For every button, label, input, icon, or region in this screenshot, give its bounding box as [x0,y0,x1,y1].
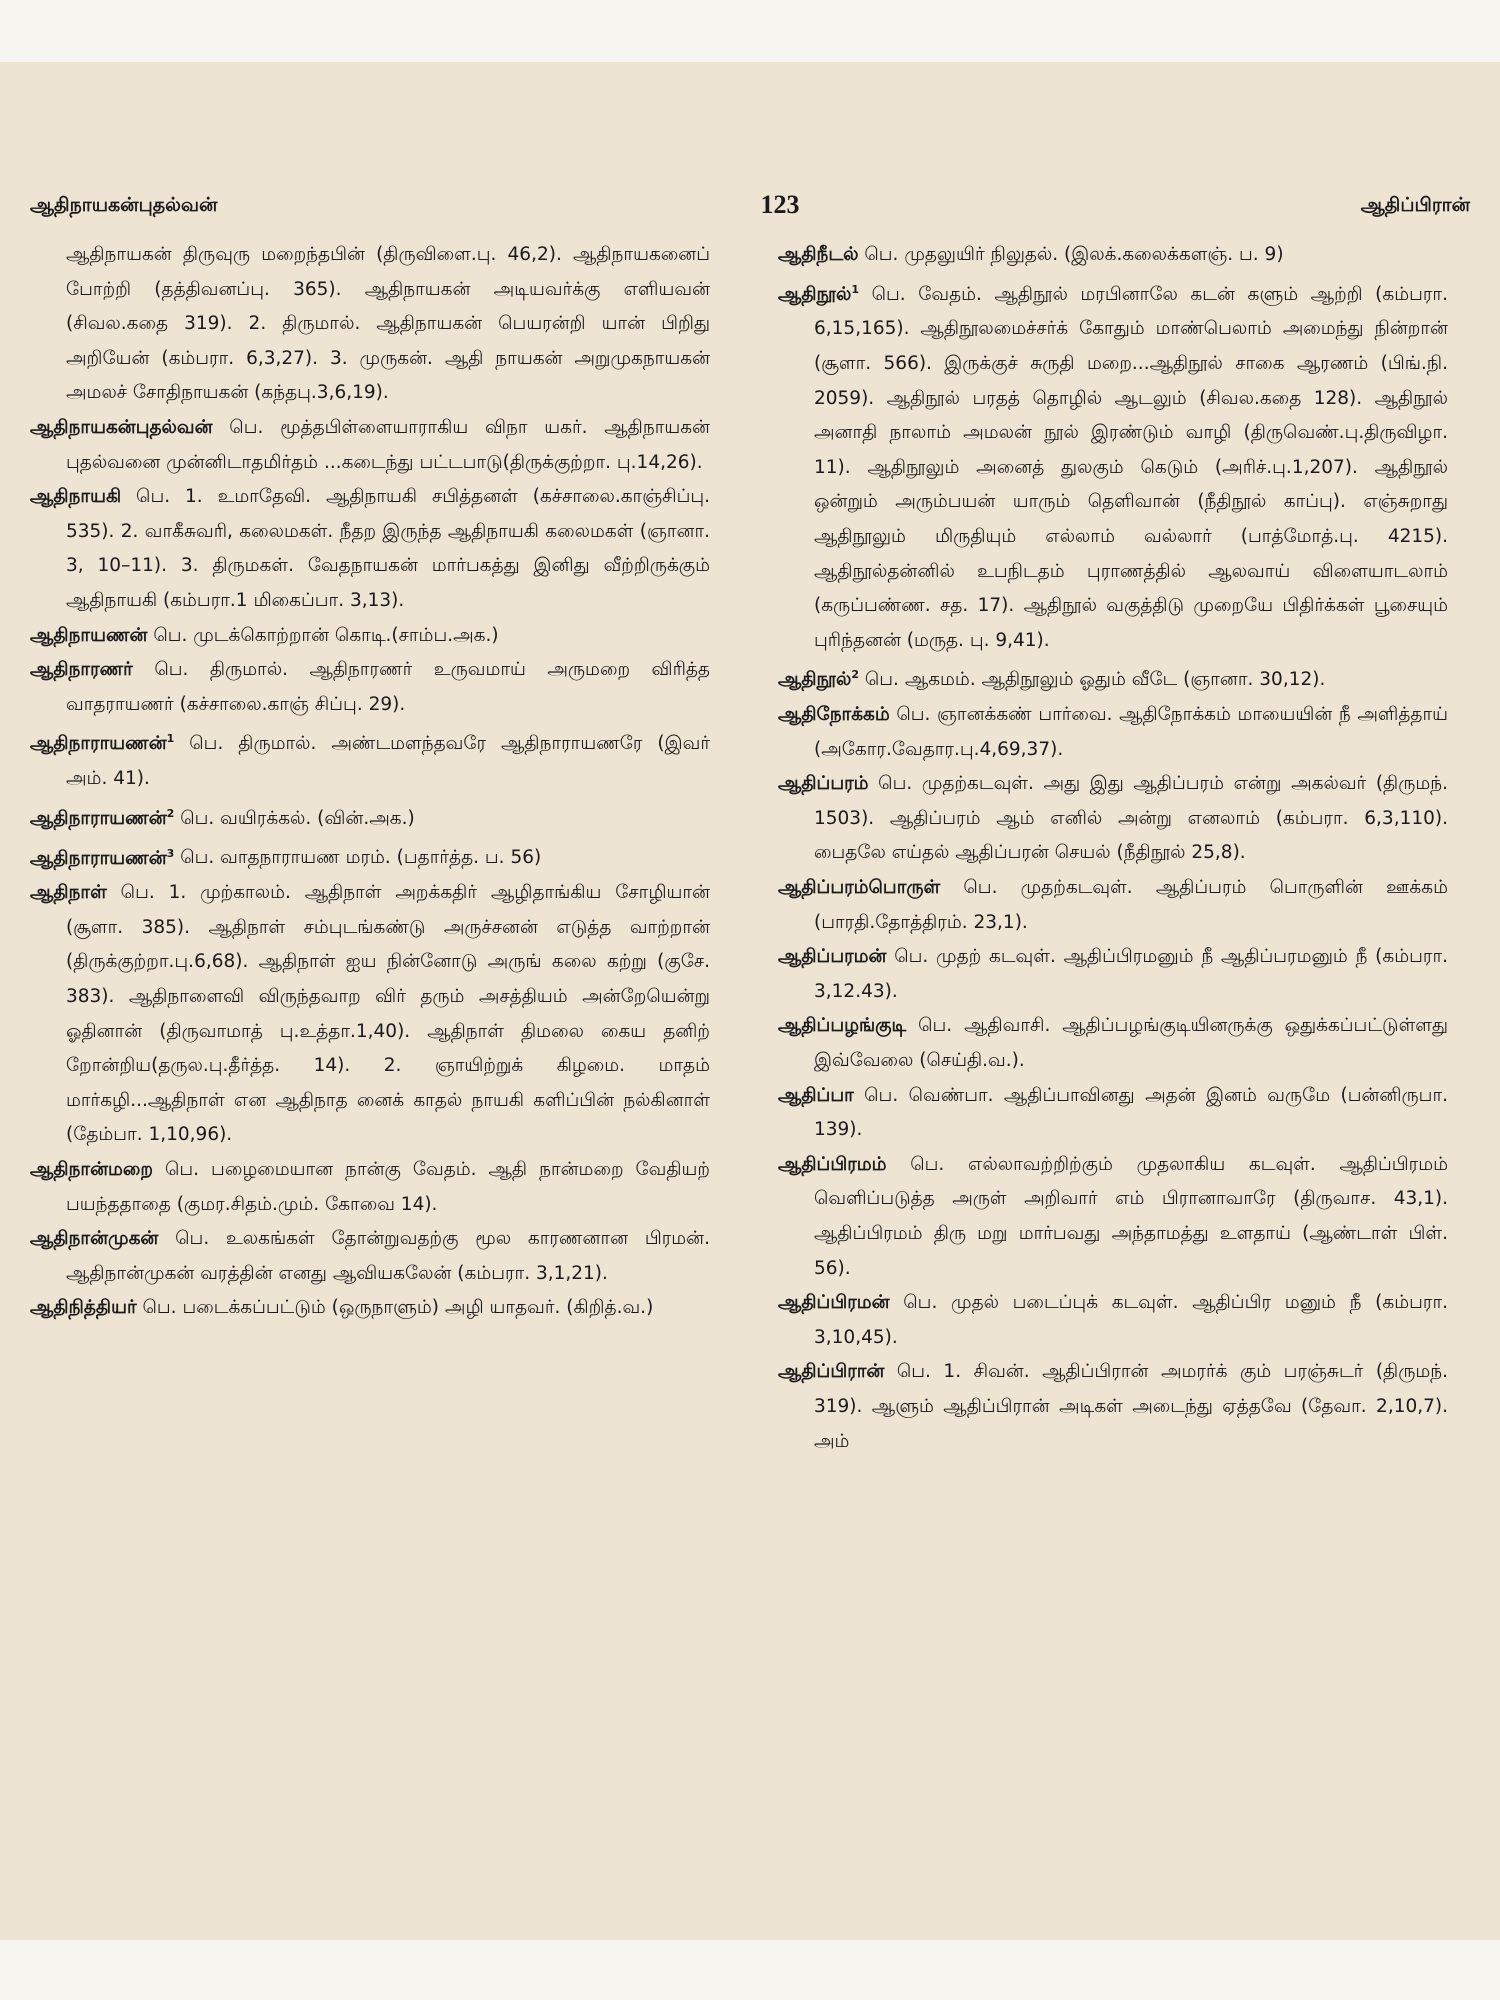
dictionary-entry [778,698,1448,767]
dictionary-entry [30,836,710,876]
dictionary-entry [30,653,710,722]
entry-definition: பெ. வேதம். ஆதிநூல் மரபினாலே கடன் களும் ஆற்றி (கம்பரா. 6,15,165). ஆதிநூலமைச்சர்க் கோதும் மாண்பெலாம் அமைந்து நின்றான் (சூளா. 566). இருக்குச் சுருதி மறை...ஆதிநூல் சாகை ஆரணம் (பிங்.நி. 2059). ஆதிநூல் பரதத் தொழில் ஆடலும் (சிவல.கதை 128). ஆதிநூல் அனாதி நாலாம் அமலன் நூல் இரண்டும் வாழி (திருவெண்.பு.திருவிழா. 11). ஆதிநூலும் அனைத் துலகும் கெடும் (அரிச்.பு.1,207). ஆதிநூல் ஒன்றும் அரும்பயன் யாரும் தெளிவான் (நீதிநூல் காப்பு). எஞ்சுறாது ஆதிநூலும் மிருதியும் எல்லாம் வல்லார் (பாத்மோத்.பு. 4215). ஆதிநூல்தன்னில் உபநிடதம் புராணத்தில் ஆலவாய் விளையாடலாம் (கருப்பண்ண. சத. 17). ஆதிநூல் வகுத்திடு முறையே பிதிர்க்கள் பூசையும் புரிந்தனன் (மருத. பு. 9,41). [814,283,1448,651]
dictionary-entry [778,1079,1448,1148]
page-number: 123 [760,190,800,219]
homonym-number: 2 [166,806,175,820]
entry-headword: ஆதிநாரணர் [30,659,133,681]
entry-definition: பெ. ஆதிவாசி. ஆதிப்பழங்குடியினருக்கு ஒதுக்கப்பட்டுள்ளது இவ்வேலை (செய்தி.வ.). [814,1015,1448,1071]
entry-headword: ஆதிப்பிரான் [778,1361,885,1383]
entry-definition: பெ. முதலுயிர் நிலுதல். (இலக்.கலைக்களஞ். ப. 9) [864,244,1284,265]
dictionary-entry [778,1355,1448,1459]
entry-headword: ஆதிப்பிரமன் [778,1292,890,1314]
entry-definition: பெ. படைக்கப்பட்டும் (ஒருநாளும்) அழி யாதவர். (கிறித்.வ.) [142,1297,654,1319]
running-head-right: ஆதிப்பிரான் [1360,194,1470,216]
entry-definition: பெ. முதற் கடவுள். ஆதிப்பிரமனும் நீ ஆதிப்பரமனும் நீ (கம்பரா. 3,12.43). [814,946,1448,1002]
entry-definition: பெ. வாதநாராயண மரம். (பதார்த்த. ப. 56) [180,847,542,869]
dictionary-entry [778,1286,1448,1355]
entry-headword: ஆதிநாராயணன்$^3$ [30,846,175,869]
dictionary-entry [778,767,1448,871]
dictionary-entry [30,411,710,480]
entry-headword: ஆதிநாராயணன்$^2$ [30,806,175,829]
entry-definition: பெ. முதற்கடவுள். அது இது ஆதிப்பரம் என்று அகல்வர் (திருமந். 1503). ஆதிப்பரம் ஆம் எனில் அன்று எனலாம் (கம்பரா. 6,3,110). பைதலே எய்தல் ஆதிப்பரன் செயல் (நீதிநூல் 25,8). [814,773,1448,864]
entry-headword: ஆதிநாயகன்புதல்வன் [30,416,213,438]
entry-headword: ஆதிநீடல் [778,244,859,265]
entry-definition: பெ. எல்லாவற்றிற்கும் முதலாகிய கடவுள். ஆதிப்பிரமம் வெளிப்படுத்த அருள் அறிவார் எம் பிரானாவாரே (திருவாச. 43,1). ஆதிப்பிரமம் திரு மறு மார்பவது அந்தாமத்து உளதாய் (ஆண்டாள் பிள். 56). [814,1153,1448,1279]
running-head-left: ஆதிநாயகன்புதல்வன் [30,194,218,216]
dictionary-entry [778,1148,1448,1286]
dictionary-entry [30,1222,710,1291]
entry-definition: பெ. ஆகமம். ஆதிநூலும் ஓதும் வீடே (ஞானா. 30,12). [864,669,1326,691]
homonym-number: 2 [851,668,859,682]
entry-headword: ஆதிநாராயணன்$^1$ [30,732,175,755]
right-column [778,238,1448,1459]
entry-definition: ஆதிநாயகன் திருவுரு மறைந்தபின் (திருவிளை.பு. 46,2). ஆதிநாயகனைப் போற்றி (தத்திவனப்பு. 365). ஆதிநாயகன் அடியவர்க்கு எளியவன் (சிவல.கதை 319). 2. திருமால். ஆதிநாயகன் பெயரன்றி யான் பிறிது அறியேன் (கம்பரா. 6,3,27). 3. முருகன். ஆதி நாயகன் அறுமுகநாயகன் அமலச் சோதிநாயகன் (கந்தபு.3,6,19). [66,244,710,404]
dictionary-entry [778,658,1448,698]
left-column [30,238,710,1326]
dictionary-entry [30,1153,710,1222]
entry-definition: பெ. 1. உமாதேவி. ஆதிநாயகி சபித்தனள் (கச்சாலை.காஞ்சிப்பு. 535). 2. வாகீசுவரி, கலைமகள். நீதற இருந்த ஆதிநாயகி கலைமகள் (ஞானா. 3, 10–11). 3. திருமகள். வேதநாயகன் மார்பகத்து இனிது வீற்றிருக்கும் ஆதிநாயகி (கம்பரா.1 மிகைப்பா. 3,13). [66,486,710,611]
entry-headword: ஆதிப்பரம் [778,773,869,795]
entry-headword: ஆதிப்பரம்பொருள் [778,877,941,898]
entry-headword: ஆதிப்பரமன் [778,946,887,968]
entry-definition: பெ. உலகங்கள் தோன்றுவதற்கு மூல காரணனான பிரமன். ஆதிநான்முகன் வரத்தின் எனது ஆவியகலேன் (கம்பரா. 3,1,21). [66,1228,710,1284]
entry-headword: ஆதிநித்தியர் [30,1297,137,1319]
entry-headword: ஆதிநான்மறை [30,1158,154,1180]
dictionary-entry [30,1291,710,1326]
entry-definition: பெ. 1. சிவன். ஆதிப்பிரான் அமரர்க் கும் பரஞ்சுடர் (திருமந். 319). ஆளும் ஆதிப்பிரான் அடிகள் அடைந்து ஏத்தவே (தேவா. 2,10,7). அம் [814,1361,1448,1452]
entry-definition: பெ. மூத்தபிள்ளையாராகிய விநா யகர். ஆதிநாயகன் புதல்வனை முன்னிடாதமிர்தம் ...கடைந்து பட்டபாடு(திருக்குற்றா. பு.14,26). [66,416,710,473]
dictionary-entry [778,940,1448,1009]
dictionary-entry [30,797,710,837]
dictionary-entry [778,1009,1448,1078]
homonym-number: 3 [166,846,175,860]
entry-definition: பெ. 1. முற்காலம். ஆதிநாள் அறக்கதிர் ஆழிதாங்கிய சோழியான் (சூளா. 385). ஆதிநாள் சம்புடங்கண்டு அருச்சனன் எடுத்த வாற்றான் (திருக்குற்றா.பு.6,68). ஆதிநாள் ஐய நின்னோடு அருங் கலை கற்று (குசே. 383). ஆதிநாளைவி விருந்தவாற விர் தரும் அசத்தியம் அன்றேயென்று ஓதினான் (திருவாமாத் பு.உத்தா.1,40). ஆதிநாள் திமலை கைய தனிற் றோன்றிய(தருல.பு.தீர்த்த. 14). 2. ஞாயிற்றுக் கிழமை. மாதம் மார்கழி...ஆதிநாள் என ஆதிநாத னைக் காதல் நாயகி களிப்பின் நல்கினாள் (தேம்பா. 1,10,96). [66,882,710,1146]
entry-headword: ஆதிநூல்$^2$ [778,668,859,691]
entry-definition: பெ. முதல் படைப்புக் கடவுள். ஆதிப்பிர மனும் நீ (கம்பரா. 3,10,45). [814,1292,1448,1348]
dictionary-entry [30,722,710,796]
dictionary-entry [30,876,710,1153]
entry-definition: பெ. ஞானக்கண் பார்வை. ஆதிநோக்கம் மாயையின் நீ அளித்தாய் (அகோர.வேதார.பு.4,69,37). [814,704,1448,760]
entry-definition: பெ. முதற்கடவுள். ஆதிப்பரம் பொருளின் ஊக்கம் (பாரதி.தோத்திரம். 23,1). [814,877,1448,933]
entry-definition: பெ. திருமால். ஆதிநாரணர் உருவமாய் அருமறை விரித்த வாதராயணர் (கச்சாலை.காஞ் சிப்பு. 29). [66,659,710,715]
homonym-number: 1 [166,732,175,746]
entry-definition: பெ. வயிரக்கல். (வின்.அக.) [180,807,415,829]
dictionary-entry [30,619,710,654]
entry-headword: ஆதிநான்முகன் [30,1228,159,1250]
entry-headword: ஆதிநாயணன் [30,624,148,646]
entry-headword: ஆதிப்பா [778,1084,854,1106]
entry-definition: பெ. முடக்கொற்றான் கொடி.(சாம்ப.அக.) [153,624,499,646]
entry-headword: ஆதிநோக்கம் [778,704,890,726]
entry-headword: ஆதிநூல்$^1$ [778,282,859,305]
entry-headword: ஆதிப்பிரமம் [778,1153,887,1175]
entry-headword: ஆதிநாயகி [30,486,122,508]
entry-definition: பெ. பழைமையான நான்கு வேதம். ஆதி நான்மறை வேதியற் பயந்ததாதை (குமர.சிதம்.மும். கோவை 14). [66,1158,710,1215]
dictionary-entry [778,871,1448,940]
page-header [30,190,1470,234]
entry-headword: ஆதிநாள் [30,882,107,904]
dictionary-entry [778,273,1448,659]
dictionary-entry [778,238,1448,273]
homonym-number: 1 [851,282,859,296]
dictionary-entry [30,238,710,411]
entry-definition: பெ. வெண்பா. ஆதிப்பாவினது அதன் இனம் வருமே (பன்னிருபா. 139). [814,1084,1448,1141]
entry-headword: ஆதிப்பழங்குடி [778,1015,907,1037]
dictionary-entry [30,480,710,618]
entry-definition: பெ. திருமால். அண்டமளந்தவரே ஆதிநாராயணரே (இவர் அம். 41). [66,733,710,790]
